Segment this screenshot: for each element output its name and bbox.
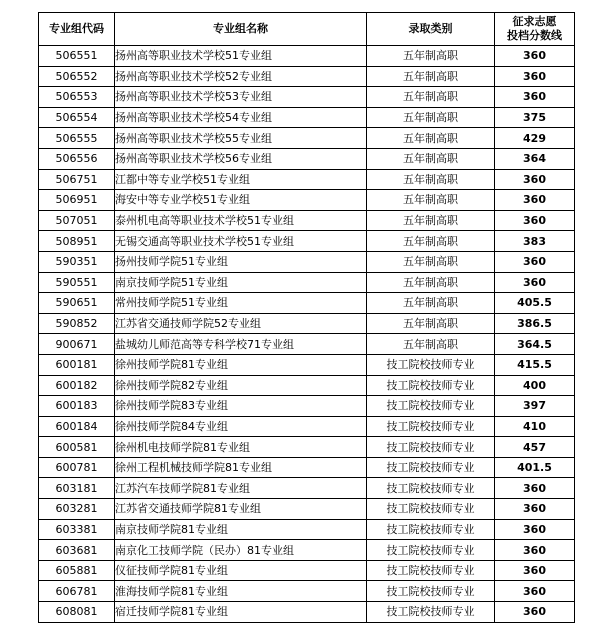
table-row: [39, 416, 575, 437]
cell-name: 扬州高等职业技术学校54专业组: [115, 107, 367, 128]
cell-type: 五年制高职: [367, 148, 495, 169]
cell-name: 南京化工技师学院（民办）81专业组: [115, 540, 367, 561]
cell-name: 江苏省交通技师学院52专业组: [115, 313, 367, 334]
cell-code: 506556: [39, 148, 115, 169]
cell-type: 技工院校技师专业: [367, 375, 495, 396]
table-row: [39, 231, 575, 252]
cell-code: 590852: [39, 313, 115, 334]
table-row: [39, 251, 575, 272]
table-row: [39, 210, 575, 231]
cell-name: 徐州技师学院81专业组: [115, 354, 367, 375]
table-row: [39, 499, 575, 520]
cell-score: 386.5: [495, 313, 575, 334]
table-row: [39, 602, 575, 623]
table-row: [39, 169, 575, 190]
cell-code: 603281: [39, 499, 115, 520]
cell-code: 603381: [39, 519, 115, 540]
cell-score: 360: [495, 581, 575, 602]
table-row: [39, 540, 575, 561]
table-row: [39, 396, 575, 417]
table-row: [39, 313, 575, 334]
cell-type: 五年制高职: [367, 313, 495, 334]
table-row: [39, 293, 575, 314]
cell-name: 宿迁技师学院81专业组: [115, 602, 367, 623]
cell-type: 技工院校技师专业: [367, 499, 495, 520]
cell-score: 360: [495, 519, 575, 540]
table-row: [39, 519, 575, 540]
cell-type: 五年制高职: [367, 210, 495, 231]
cell-type: 五年制高职: [367, 293, 495, 314]
cell-name: 无锡交通高等职业技术学校51专业组: [115, 231, 367, 252]
cell-name: 扬州高等职业技术学校51专业组: [115, 46, 367, 67]
cell-code: 506553: [39, 87, 115, 108]
table-header: [39, 13, 575, 46]
cell-type: 技工院校技师专业: [367, 416, 495, 437]
cell-score: 383: [495, 231, 575, 252]
cell-type: 五年制高职: [367, 87, 495, 108]
cell-name: 盐城幼儿师范高等专科学校71专业组: [115, 334, 367, 355]
cell-type: 五年制高职: [367, 107, 495, 128]
cell-name: 南京技师学院51专业组: [115, 272, 367, 293]
cell-code: 600183: [39, 396, 115, 417]
cell-code: 506751: [39, 169, 115, 190]
cell-name: 仪征技师学院81专业组: [115, 560, 367, 581]
cell-code: 603681: [39, 540, 115, 561]
cell-type: 技工院校技师专业: [367, 602, 495, 623]
table-row: [39, 66, 575, 87]
cell-name: 常州技师学院51专业组: [115, 293, 367, 314]
cell-score: 360: [495, 272, 575, 293]
table-row: [39, 87, 575, 108]
table-row: [39, 560, 575, 581]
cell-type: 五年制高职: [367, 66, 495, 87]
cell-score: 405.5: [495, 293, 575, 314]
cell-type: 技工院校技师专业: [367, 540, 495, 561]
cell-code: 600581: [39, 437, 115, 458]
cell-score: 360: [495, 210, 575, 231]
cell-score: 364: [495, 148, 575, 169]
header-name: 专业组名称: [115, 13, 367, 46]
table-row: [39, 46, 575, 67]
cell-name: 淮海技师学院81专业组: [115, 581, 367, 602]
cell-code: 600781: [39, 457, 115, 478]
cell-name: 徐州机电技师学院81专业组: [115, 437, 367, 458]
cell-score: 360: [495, 478, 575, 499]
cell-code: 590551: [39, 272, 115, 293]
cell-code: 508951: [39, 231, 115, 252]
cell-type: 五年制高职: [367, 334, 495, 355]
cell-code: 506551: [39, 46, 115, 67]
cell-name: 泰州机电高等职业技术学校51专业组: [115, 210, 367, 231]
cell-name: 海安中等专业学校51专业组: [115, 190, 367, 211]
cell-name: 扬州高等职业技术学校52专业组: [115, 66, 367, 87]
cell-code: 900671: [39, 334, 115, 355]
cell-type: 技工院校技师专业: [367, 478, 495, 499]
cell-score: 415.5: [495, 354, 575, 375]
cell-type: 五年制高职: [367, 272, 495, 293]
cell-score: 400: [495, 375, 575, 396]
cell-name: 江都中等专业学校51专业组: [115, 169, 367, 190]
cell-score: 397: [495, 396, 575, 417]
table-row: [39, 190, 575, 211]
cell-type: 技工院校技师专业: [367, 354, 495, 375]
cell-name: 扬州高等职业技术学校56专业组: [115, 148, 367, 169]
cell-score: 457: [495, 437, 575, 458]
table-row: [39, 437, 575, 458]
cell-name: 扬州高等职业技术学校53专业组: [115, 87, 367, 108]
cell-name: 扬州技师学院51专业组: [115, 251, 367, 272]
table-row: [39, 478, 575, 499]
table-row: [39, 354, 575, 375]
cell-name: 扬州高等职业技术学校55专业组: [115, 128, 367, 149]
cell-name: 江苏省交通技师学院81专业组: [115, 499, 367, 520]
cell-code: 506554: [39, 107, 115, 128]
table-row: [39, 457, 575, 478]
cell-code: 507051: [39, 210, 115, 231]
cell-code: 600181: [39, 354, 115, 375]
cell-code: 605881: [39, 560, 115, 581]
table-row: [39, 148, 575, 169]
cell-name: 徐州工程机械技师学院81专业组: [115, 457, 367, 478]
admission-score-table: [38, 12, 575, 623]
cell-score: 360: [495, 46, 575, 67]
cell-code: 506552: [39, 66, 115, 87]
cell-score: 360: [495, 87, 575, 108]
header-score-line2: 投档分数线: [507, 29, 562, 42]
header-row: [39, 13, 575, 46]
cell-score: 360: [495, 560, 575, 581]
cell-name: 徐州技师学院84专业组: [115, 416, 367, 437]
cell-score: 360: [495, 66, 575, 87]
cell-type: 技工院校技师专业: [367, 581, 495, 602]
table-row: [39, 107, 575, 128]
cell-score: 410: [495, 416, 575, 437]
cell-score: 360: [495, 540, 575, 561]
cell-type: 五年制高职: [367, 190, 495, 211]
cell-score: 360: [495, 251, 575, 272]
cell-code: 590651: [39, 293, 115, 314]
cell-name: 南京技师学院81专业组: [115, 519, 367, 540]
header-score-line1: 征求志愿: [512, 15, 557, 28]
cell-type: 技工院校技师专业: [367, 457, 495, 478]
cell-type: 五年制高职: [367, 231, 495, 252]
cell-type: 技工院校技师专业: [367, 396, 495, 417]
cell-score: 360: [495, 602, 575, 623]
cell-type: 技工院校技师专业: [367, 560, 495, 581]
cell-score: 401.5: [495, 457, 575, 478]
cell-name: 徐州技师学院83专业组: [115, 396, 367, 417]
header-code: 专业组代码: [39, 13, 115, 46]
cell-score: 360: [495, 169, 575, 190]
cell-type: 五年制高职: [367, 169, 495, 190]
cell-type: 五年制高职: [367, 128, 495, 149]
table-row: [39, 334, 575, 355]
table-row: [39, 581, 575, 602]
cell-code: 506555: [39, 128, 115, 149]
cell-type: 五年制高职: [367, 251, 495, 272]
cell-score: 375: [495, 107, 575, 128]
cell-code: 590351: [39, 251, 115, 272]
cell-score: 360: [495, 499, 575, 520]
cell-name: 江苏汽车技师学院81专业组: [115, 478, 367, 499]
cell-code: 603181: [39, 478, 115, 499]
table-row: [39, 272, 575, 293]
cell-score: 364.5: [495, 334, 575, 355]
cell-code: 506951: [39, 190, 115, 211]
cell-type: 技工院校技师专业: [367, 437, 495, 458]
cell-name: 徐州技师学院82专业组: [115, 375, 367, 396]
cell-code: 608081: [39, 602, 115, 623]
cell-score: 360: [495, 190, 575, 211]
cell-code: 600184: [39, 416, 115, 437]
cell-score: 429: [495, 128, 575, 149]
header-type: 录取类别: [367, 13, 495, 46]
cell-code: 606781: [39, 581, 115, 602]
table-row: [39, 375, 575, 396]
cell-type: 技工院校技师专业: [367, 519, 495, 540]
cell-type: 五年制高职: [367, 46, 495, 67]
cell-code: 600182: [39, 375, 115, 396]
table-row: [39, 128, 575, 149]
header-score: [495, 13, 575, 46]
table-body: [39, 46, 575, 623]
